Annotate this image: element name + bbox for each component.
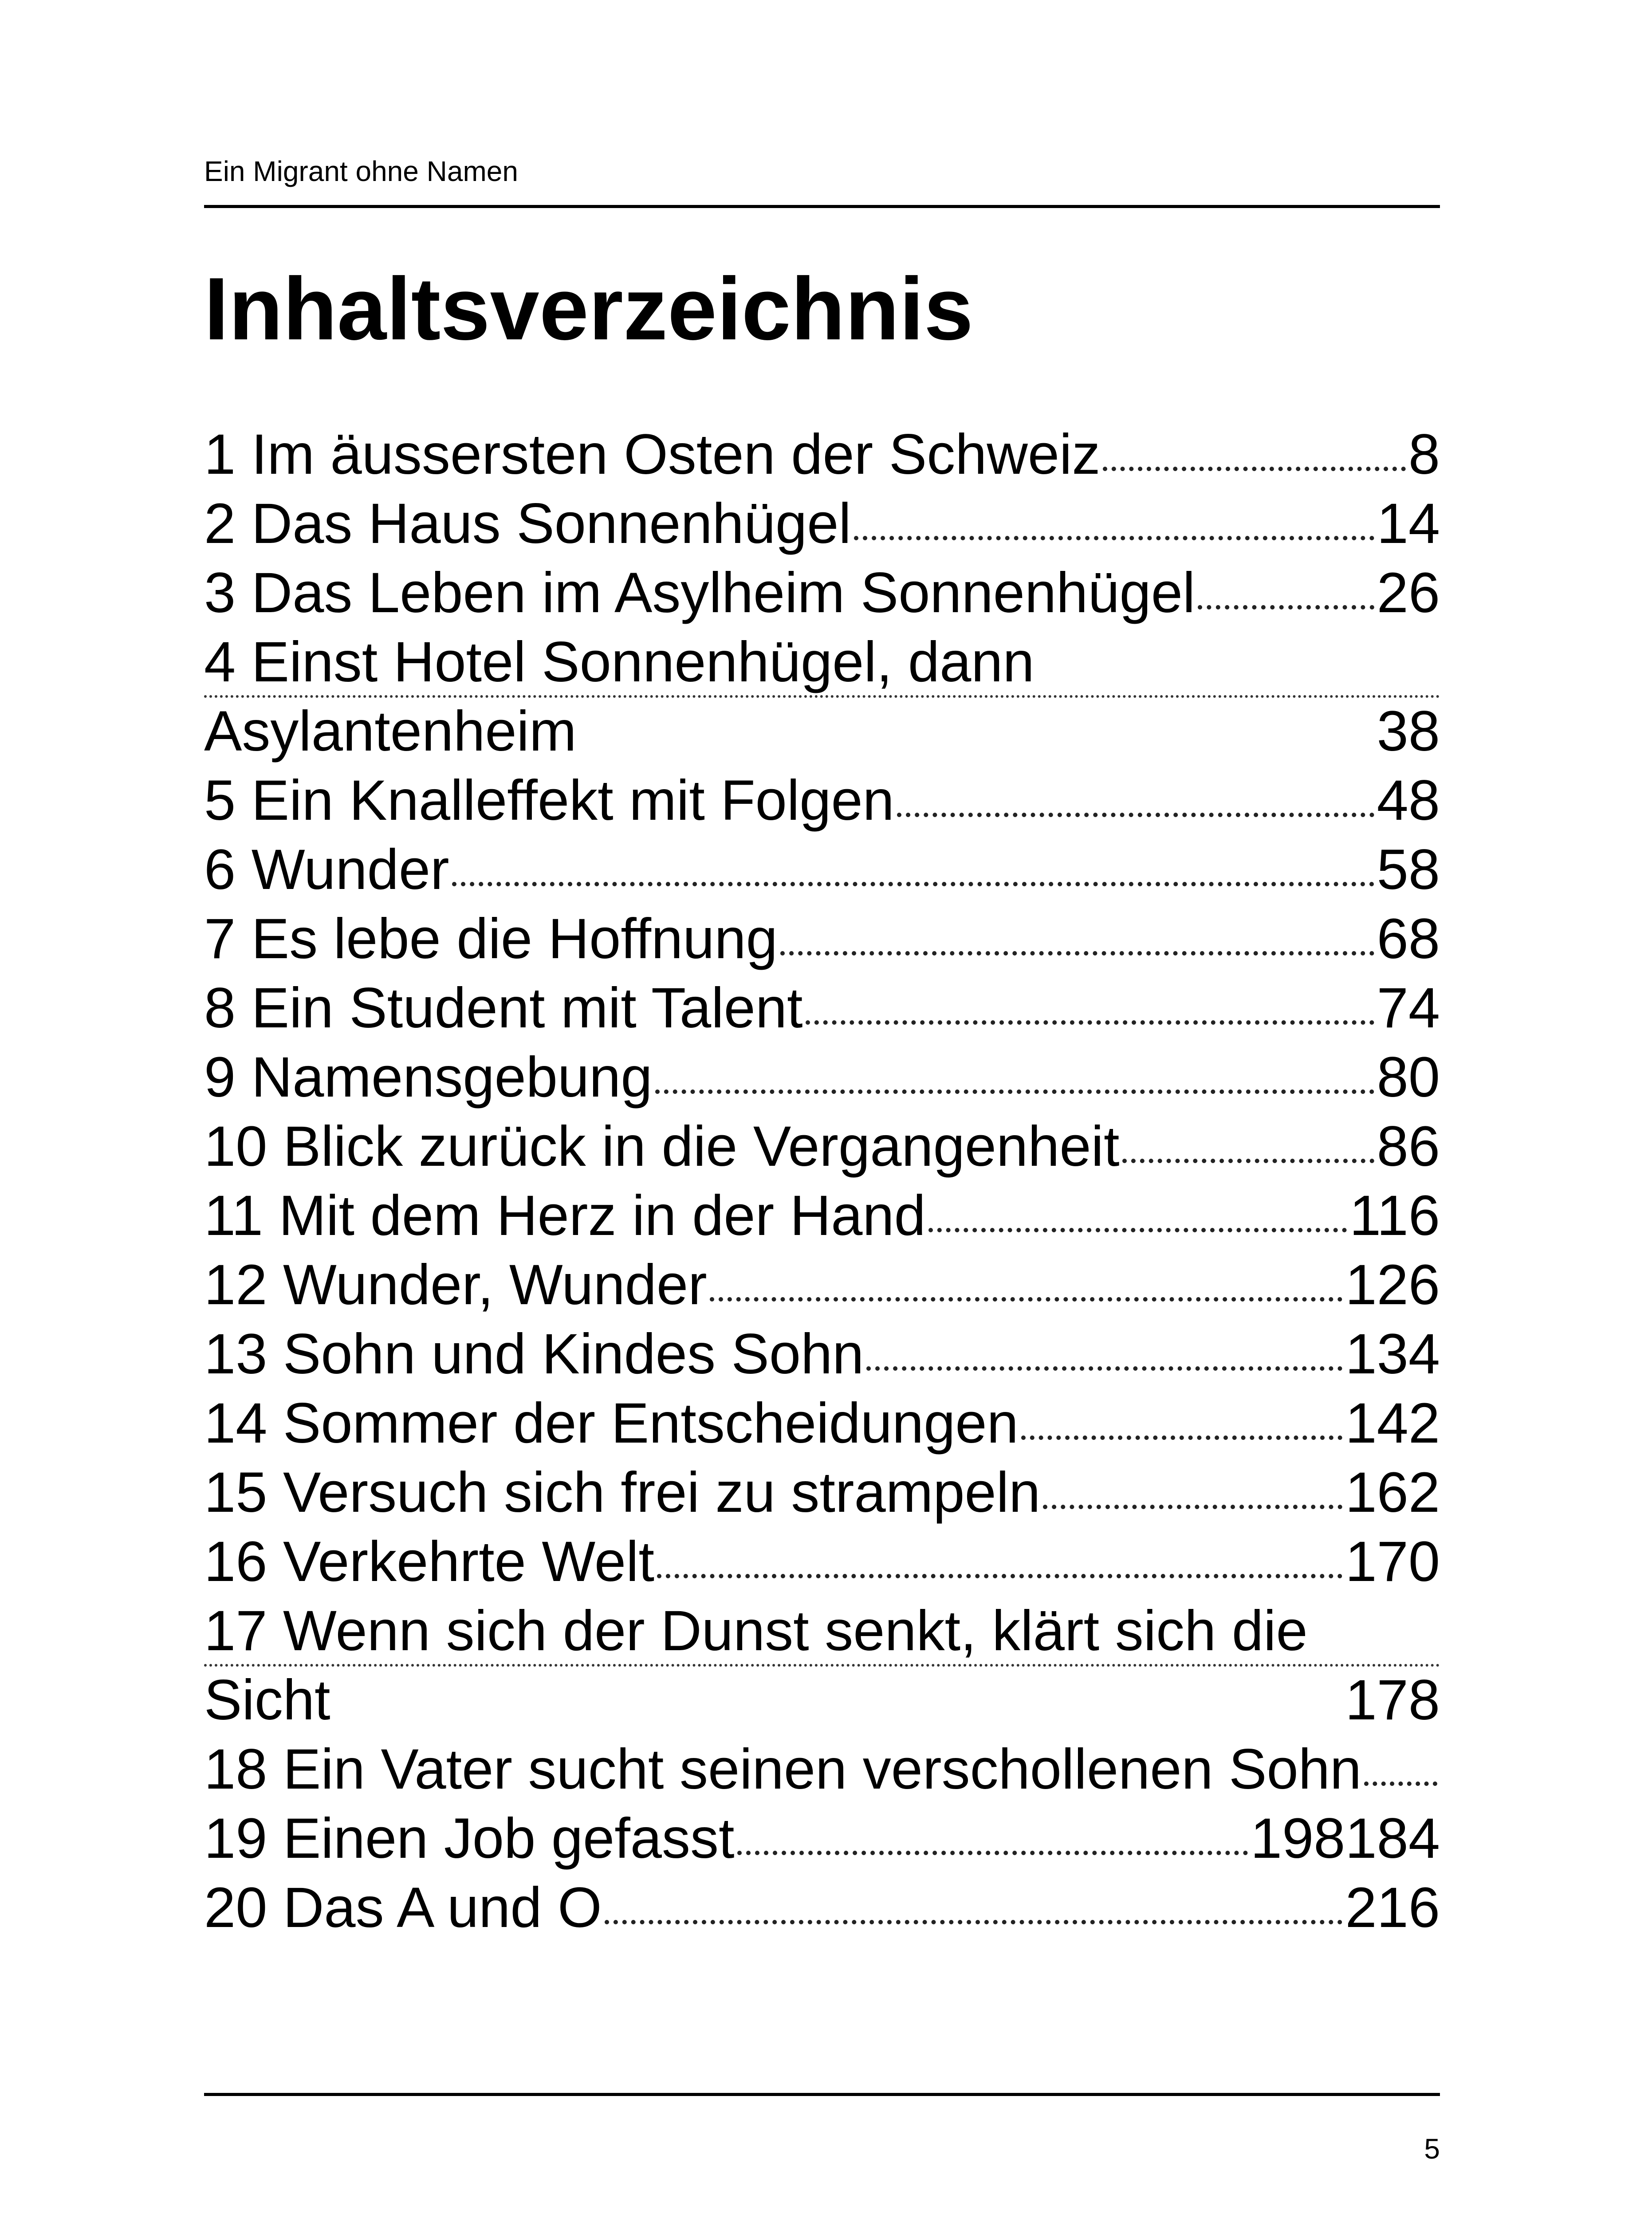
toc-entry-page: 178 [1345,1668,1440,1732]
toc-entry-12[interactable] [204,1251,1440,1320]
toc-entry-title-continued: Sicht [204,1668,330,1732]
toc-entry-page: 142 [1345,1392,1440,1455]
toc-entry-title-continued: Asylantenheim [204,700,577,763]
dot-leader [1103,467,1405,471]
toc-entry-18[interactable] [204,1735,1440,1804]
toc-entry-title: 1 Im äussersten Osten der Schweiz [204,423,1101,486]
dot-leader [1043,1505,1342,1509]
dot-leader [866,1366,1342,1371]
toc-entry-page: 58 [1377,838,1440,901]
running-header: Ein Migrant ohne Namen [204,155,518,187]
toc-entry-title: 15 Versuch sich frei zu strampeln [204,1461,1041,1524]
dot-leader [657,1574,1342,1578]
toc-entry-11[interactable] [204,1181,1440,1251]
toc-entry-6[interactable] [204,835,1440,905]
toc-entry-17-continued[interactable] [204,1666,1440,1735]
dot-leader [854,536,1374,540]
toc-entry-page: 86 [1377,1115,1440,1178]
toc-entry-15[interactable] [204,1458,1440,1527]
toc-entry-title: 3 Das Leben im Asylheim Sonnenhügel [204,561,1196,625]
toc-entry-title: 14 Sommer der Entscheidungen [204,1392,1019,1455]
toc-entry-8[interactable] [204,974,1440,1043]
table-of-contents [204,420,1440,1943]
toc-entry-2[interactable] [204,489,1440,558]
toc-entry-1[interactable] [204,420,1440,489]
dot-leader [928,1228,1347,1232]
toc-entry-page: 216 [1345,1876,1440,1939]
toc-entry-title: 11 Mit dem Herz in der Hand [204,1184,926,1247]
toc-entry-title: 13 Sohn und Kindes Sohn [204,1322,864,1386]
toc-entry-title: 8 Ein Student mit Talent [204,976,803,1040]
toc-entry-page: 126 [1345,1253,1440,1317]
toc-entry-page: 26 [1377,561,1440,625]
dot-leader [655,1089,1374,1094]
dot-leader [806,1020,1374,1025]
toc-entry-14[interactable] [204,1389,1440,1458]
toc-entry-3[interactable] [204,558,1440,628]
dot-leader [605,1920,1343,1924]
toc-entry-4-continued[interactable] [204,697,1440,766]
toc-entry-title: 7 Es lebe die Hoffnung [204,907,778,971]
toc-entry-7[interactable] [204,905,1440,974]
dot-leader [452,882,1374,886]
toc-entry-17[interactable] [204,1597,1440,1666]
toc-entry-page: 38 [1377,700,1440,763]
toc-entry-13[interactable] [204,1320,1440,1389]
dot-leader [1364,1781,1437,1786]
toc-entry-page: 198184 [1250,1807,1440,1870]
toc-entry-page: 48 [1377,769,1440,832]
toc-entry-16[interactable] [204,1527,1440,1597]
toc-entry-title: 18 Ein Vater sucht seinen verschollenen Sohn [204,1738,1362,1801]
toc-entry-page: 8 [1408,423,1440,486]
toc-entry-9[interactable] [204,1043,1440,1112]
toc-entry-title: 12 Wunder, Wunder [204,1253,707,1317]
toc-entry-title: 19 Einen Job gefasst [204,1807,735,1870]
toc-entry-5[interactable] [204,766,1440,835]
toc-entry-title: 16 Verkehrte Welt [204,1530,655,1593]
toc-entry-page: 74 [1377,976,1440,1040]
toc-entry-page: 14 [1377,492,1440,555]
toc-entry-title: 4 Einst Hotel Sonnenhügel, dann [204,630,1034,694]
footer-rule [204,2093,1440,2096]
header-rule [204,205,1440,208]
toc-entry-4[interactable] [204,628,1440,697]
toc-entry-page: 134 [1345,1322,1440,1386]
toc-entry-title: 6 Wunder [204,838,449,901]
page-title: Inhaltsverzeichnis [204,260,973,358]
toc-entry-title: 10 Blick zurück in die Vergangenheit [204,1115,1120,1178]
toc-entry-10[interactable] [204,1112,1440,1181]
dot-leader [780,951,1374,956]
toc-entry-title: 17 Wenn sich der Dunst senkt, klärt sich die [204,1599,1308,1663]
dot-leader [897,813,1374,817]
toc-entry-page: 170 [1345,1530,1440,1593]
toc-entry-page: 80 [1377,1046,1440,1109]
toc-entry-19[interactable] [204,1804,1440,1873]
dot-leader [1021,1435,1343,1440]
toc-entry-title: 5 Ein Knalleffekt mit Folgen [204,769,894,832]
toc-entry-page: 116 [1349,1184,1440,1247]
toc-entry-20[interactable] [204,1873,1440,1943]
toc-entry-page: 162 [1345,1461,1440,1524]
toc-entry-title: 20 Das A und O [204,1876,602,1939]
page-number: 5 [1424,2133,1440,2165]
toc-entry-page: 68 [1377,907,1440,971]
dot-leader [1198,605,1374,610]
dot-leader [1122,1159,1374,1163]
dot-leader [737,1851,1248,1855]
dot-leader [710,1297,1343,1302]
toc-entry-title: 2 Das Haus Sonnenhügel [204,492,851,555]
toc-entry-title: 9 Namensgebung [204,1046,653,1109]
